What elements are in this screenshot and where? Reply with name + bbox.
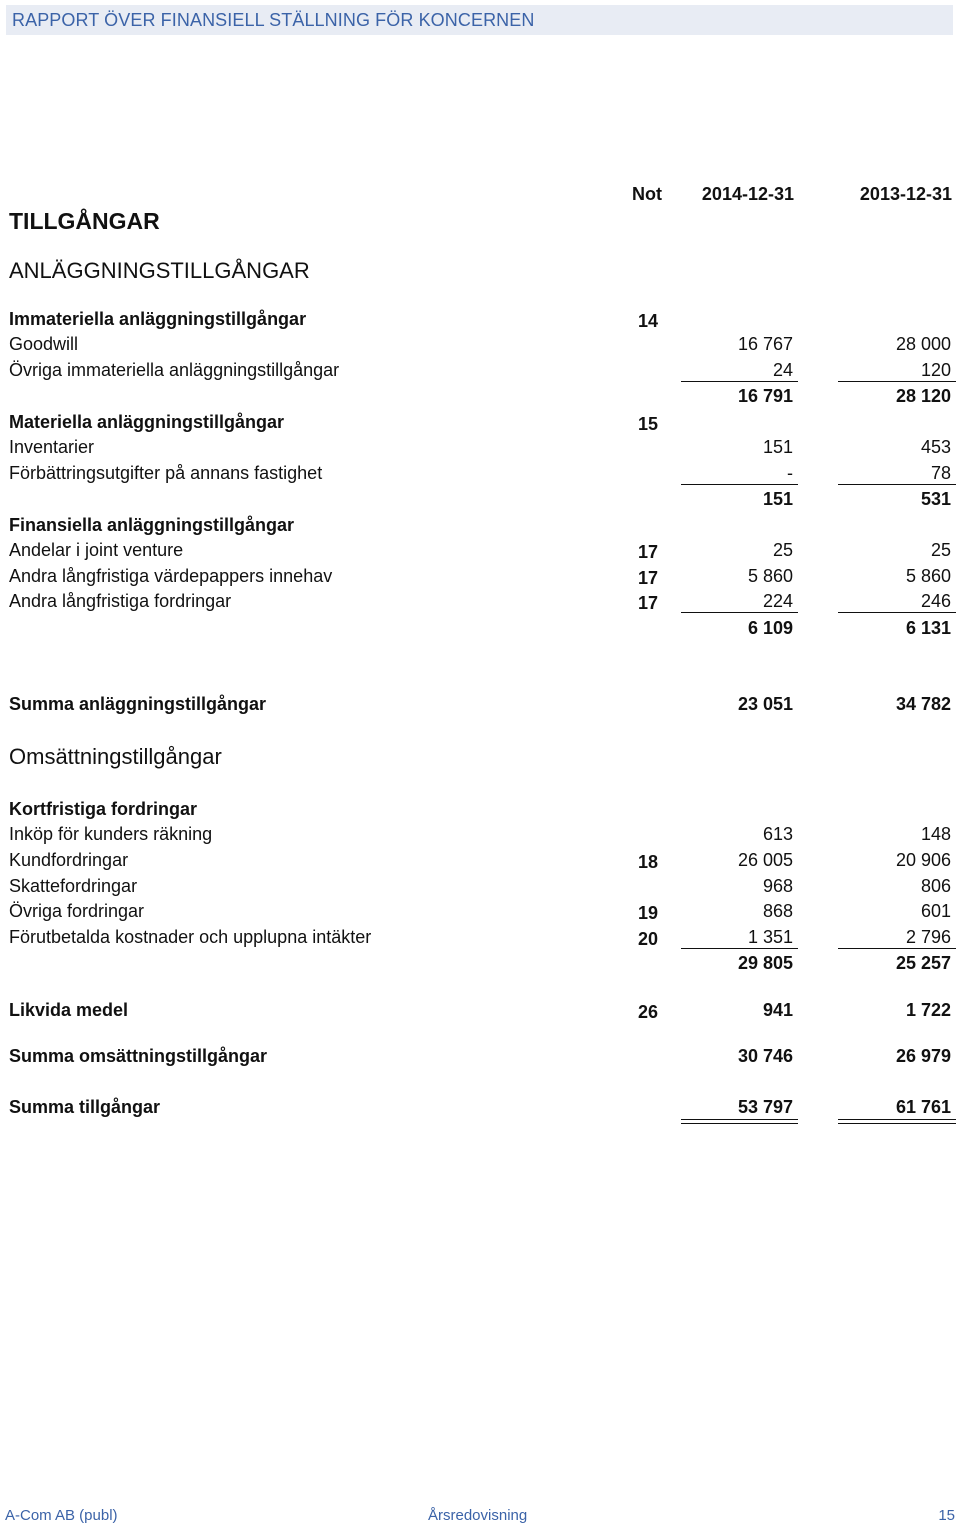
row-value-2013: 20 906 [895,850,951,870]
row-value-2013: 28 000 [895,334,951,354]
row-value-2013: 25 [930,540,951,560]
row-value-2013: 61 761 [895,1097,951,1117]
row-label: Andra långfristiga fordringar [9,591,232,611]
table-row [0,538,960,562]
table-row [0,848,960,872]
row-value-2013: 246 [920,591,951,611]
double-underline [838,1119,956,1124]
row-label: Förbättringsutgifter på annans fastighet [9,463,323,483]
row-note: 17 [637,593,658,613]
row-label: Övriga fordringar [9,901,145,921]
row-value-2013: 6 131 [905,618,951,638]
row-value-2014: 941 [762,1000,793,1020]
subtotal-row [0,487,960,511]
table-row [0,998,960,1022]
row-value-2014: 30 746 [737,1046,793,1066]
row-label: Skattefordringar [9,876,138,896]
row-value-2014: 968 [762,876,793,896]
subtotal-rule [681,484,798,485]
row-note: 15 [637,414,658,434]
row-label: Summa tillgångar [9,1097,161,1117]
row-value-2014: 151 [762,437,793,457]
column-header-note: Not [632,184,662,204]
row-value-2014: 25 [772,540,793,560]
subtotal-rule [838,381,956,382]
total-row [0,1044,960,1068]
row-note: 19 [637,903,658,923]
subtotal-row [0,384,960,408]
row-label: Summa omsättningstillgångar [9,1046,268,1066]
row-value-2014: 23 051 [737,694,793,714]
table-row [0,589,960,613]
table-row [0,822,960,846]
row-label: Inventarier [9,437,95,457]
footer-page-number: 15 [938,1507,955,1524]
row-value-2014: 53 797 [737,1097,793,1117]
row-value-2014: 16 767 [737,334,793,354]
row-label: Finansiella anläggningstillgångar [9,515,295,535]
row-label: Likvida medel [9,1000,129,1020]
row-value-2013: 26 979 [895,1046,951,1066]
report-title-banner: RAPPORT ÖVER FINANSIELL STÄLLNING FÖR KONCERNEN [6,5,953,35]
row-value-2014: 1 351 [747,927,793,947]
row-value-2013: 28 120 [895,386,951,406]
footer-company: A-Com AB (publ) [5,1507,118,1524]
subtotal-rule [681,948,798,949]
row-value-2013: 120 [920,360,951,380]
row-value-2013: 5 860 [905,566,951,586]
row-note: 26 [637,1002,658,1022]
row-value-2013: 148 [920,824,951,844]
row-value-2013: 1 722 [905,1000,951,1020]
row-label: Kundfordringar [9,850,129,870]
row-value-2013: 2 796 [905,927,951,947]
row-value-2014: 16 791 [737,386,793,406]
row-value-2013: 25 257 [895,953,951,973]
row-value-2013: 601 [920,901,951,921]
row-value-2013: 531 [920,489,951,509]
subtotal-row [0,951,960,975]
subtotal-rule [681,612,798,613]
row-note: 17 [637,568,658,588]
row-value-2014: - [787,463,793,483]
subtotal-rule [838,484,956,485]
row-value-2014: 6 109 [747,618,793,638]
table-row [0,899,960,923]
column-header-2014: 2014-12-31 [701,184,794,204]
row-note: 17 [637,542,658,562]
table-row [0,435,960,459]
row-value-2013: 806 [920,876,951,896]
heading-fixed-assets: ANLÄGGNINGSTILLGÅNGAR [9,258,310,283]
row-label: Inköp för kunders räkning [9,824,213,844]
row-note: 18 [637,852,658,872]
table-row [0,564,960,588]
column-header-2013: 2013-12-31 [859,184,952,204]
table-row [0,410,960,434]
heading-current-assets: Omsättningstillgångar [9,744,222,769]
row-value-2014: 5 860 [747,566,793,586]
row-label: Övriga immateriella anläggningstillgångar [9,360,340,380]
row-note: 14 [637,311,658,331]
subtotal-rule [838,948,956,949]
row-value-2014: 24 [772,360,793,380]
table-row [0,797,960,821]
row-label: Andelar i joint venture [9,540,184,560]
row-value-2014: 29 805 [737,953,793,973]
table-row [0,925,960,949]
row-value-2014: 26 005 [737,850,793,870]
row-value-2013: 453 [920,437,951,457]
subtotal-rule [838,612,956,613]
row-label: Kortfristiga fordringar [9,799,198,819]
subtotal-rule [681,381,798,382]
row-value-2013: 34 782 [895,694,951,714]
row-value-2014: 613 [762,824,793,844]
row-note: 20 [637,929,658,949]
total-row [0,692,960,716]
table-row [0,358,960,382]
row-label: Immateriella anläggningstillgångar [9,309,307,329]
row-value-2014: 151 [762,489,793,509]
table-row [0,874,960,898]
footer-document: Årsredovisning [428,1507,528,1524]
row-label: Andra långfristiga värdepappers innehav [9,566,333,586]
table-row [0,513,960,537]
heading-assets: TILLGÅNGAR [9,208,160,234]
row-label: Summa anläggningstillgångar [9,694,267,714]
row-label: Förutbetalda kostnader och upplupna intäkter [9,927,372,947]
grand-total-row [0,1095,960,1119]
row-value-2013: 78 [930,463,951,483]
row-label: Materiella anläggningstillgångar [9,412,285,432]
double-underline [681,1119,798,1124]
table-row [0,461,960,485]
row-label: Goodwill [9,334,79,354]
table-row [0,332,960,356]
row-value-2014: 224 [762,591,793,611]
table-row [0,307,960,331]
subtotal-row [0,616,960,640]
row-value-2014: 868 [762,901,793,921]
